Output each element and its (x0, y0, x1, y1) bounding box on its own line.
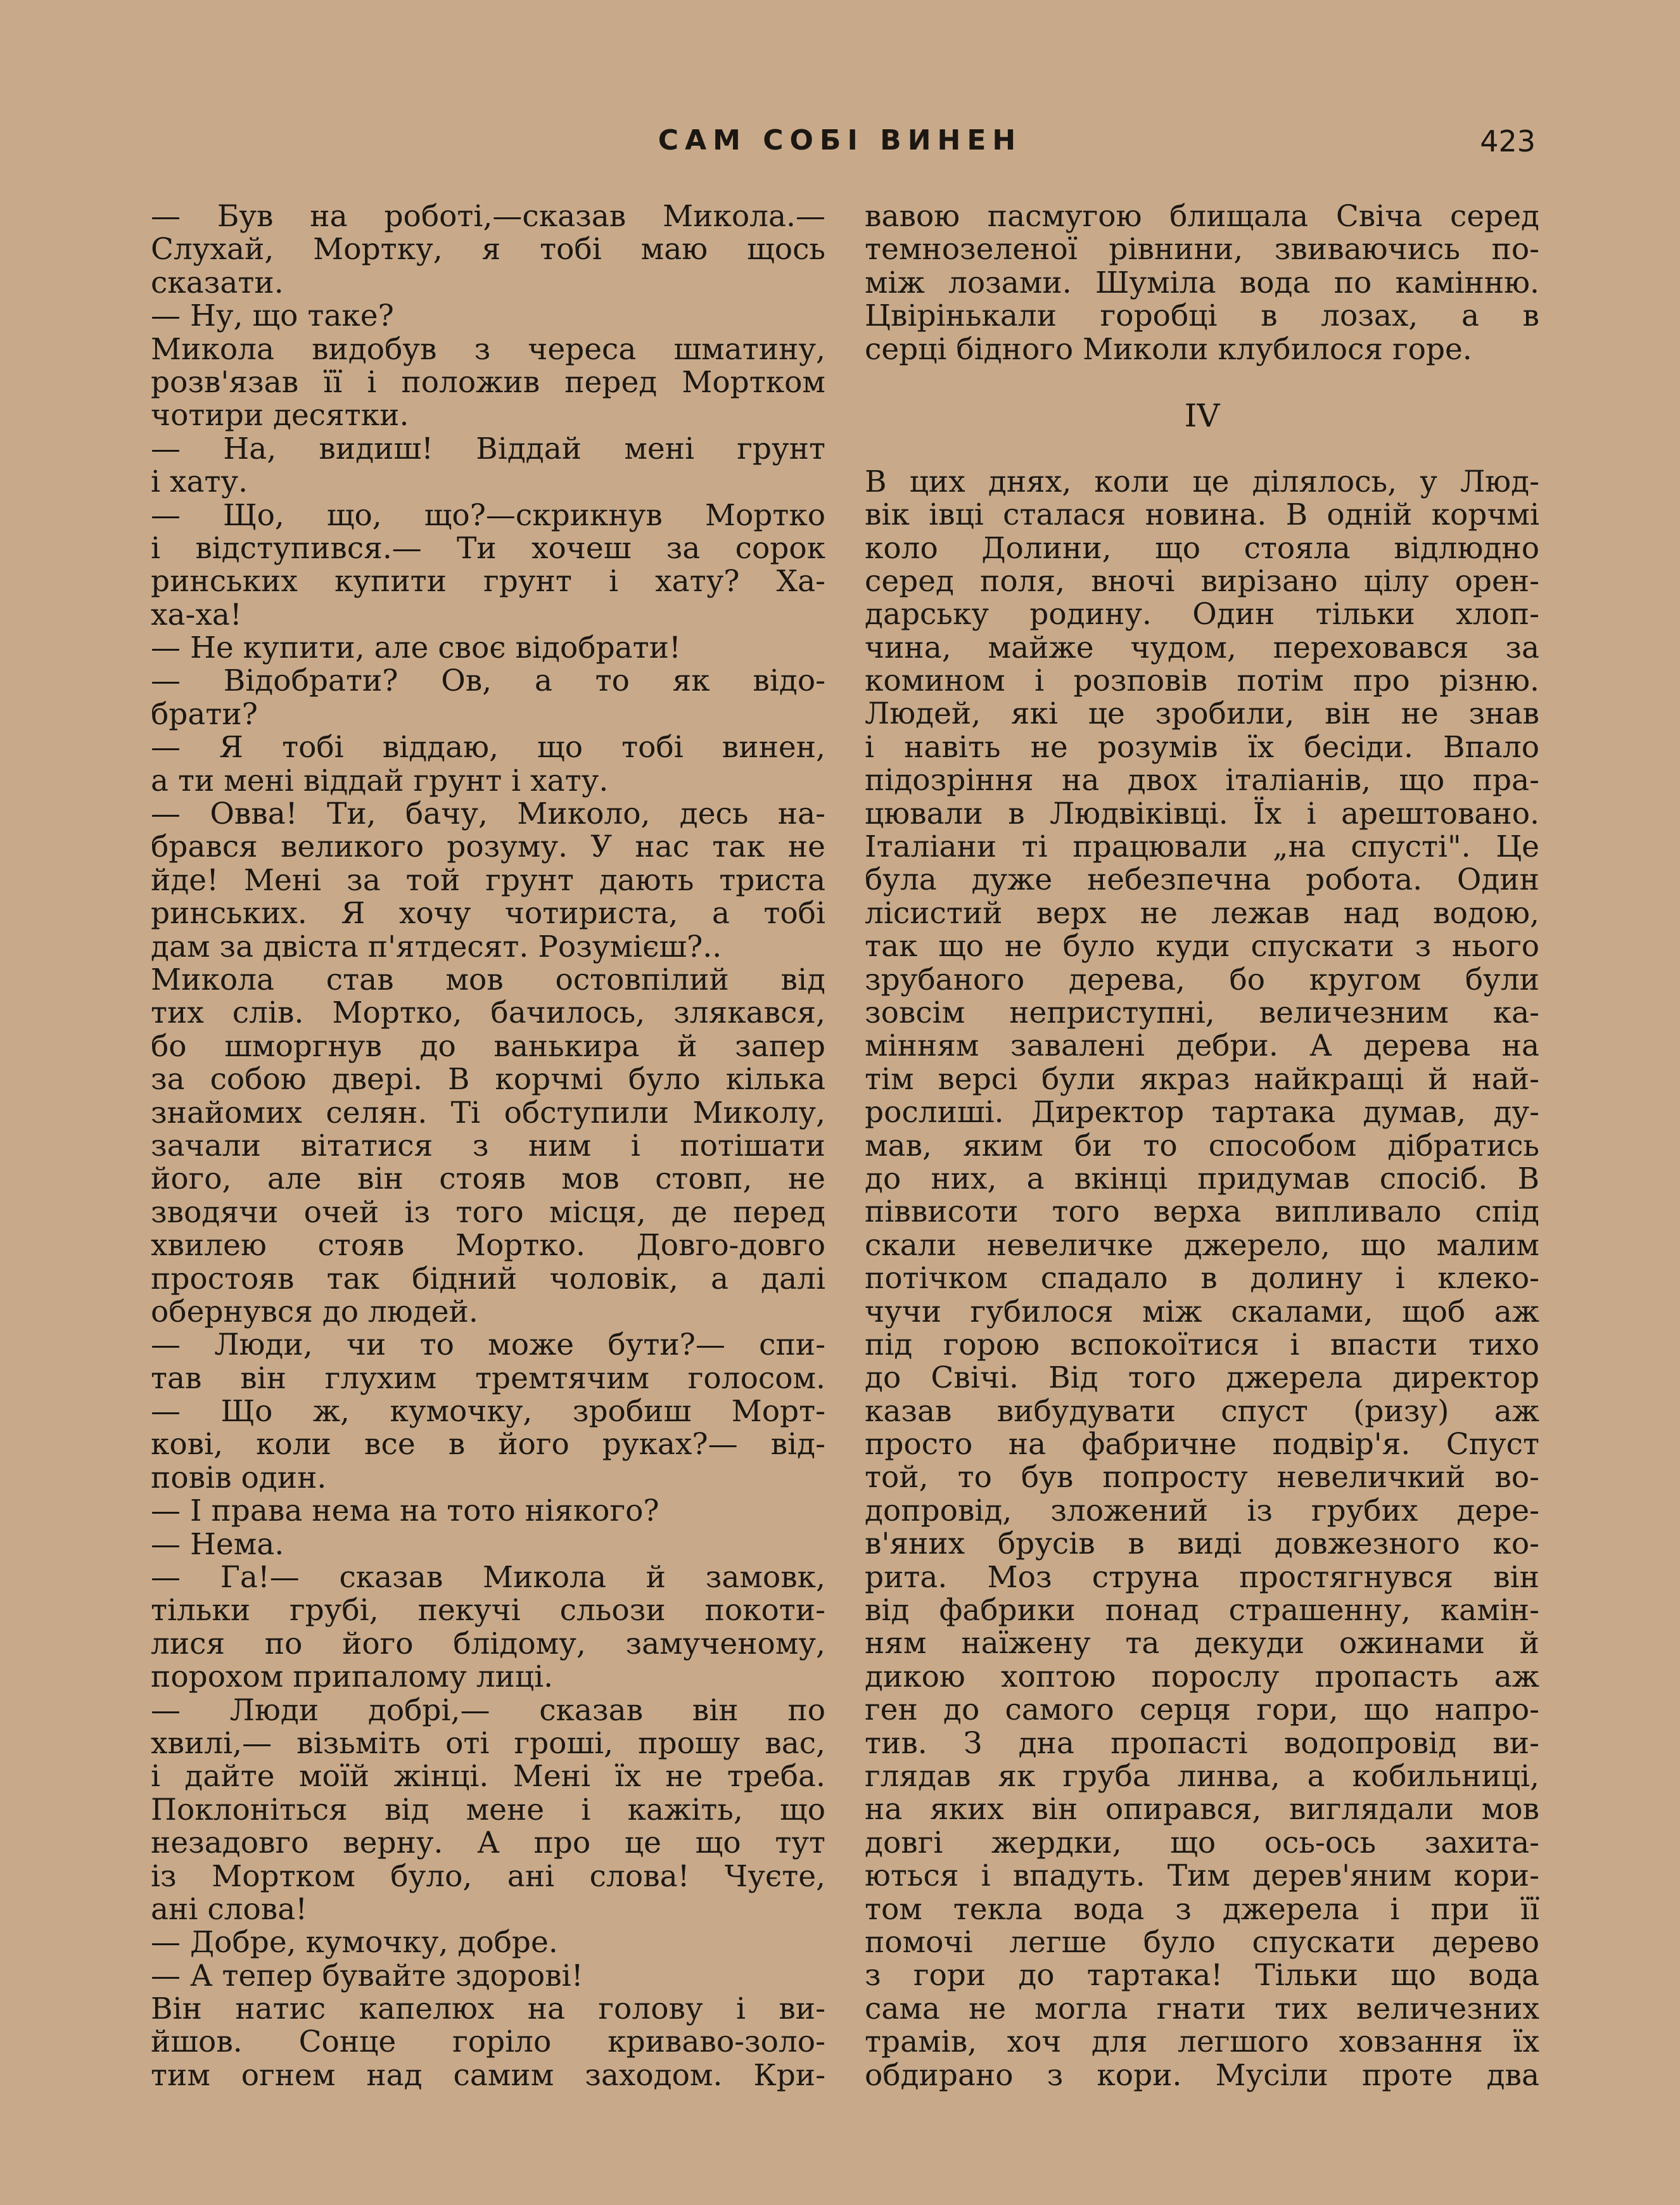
text-line: — Ну, що таке? (151, 298, 394, 334)
text-line: лися по його блідому, замученому, (151, 1626, 825, 1661)
text-line: ген до самого серця гори, що напро- (865, 1692, 1539, 1728)
text-line: Микола став мов остовпілий від (151, 962, 825, 997)
text-line: той, то був попросту невеличкий во- (865, 1460, 1539, 1495)
text-line: — Нема. (151, 1526, 284, 1562)
text-line: тив. З дна пропасті водопровід ви- (865, 1725, 1539, 1761)
text-line: зовсім неприступні, величезним ка- (865, 995, 1539, 1030)
text-line: Слухай, Мортку, я тобі маю щось (151, 232, 825, 267)
text-line: бо шморгнув до ванькира й запер (151, 1028, 825, 1064)
text-line: незадовго верну. А про це що тут (151, 1825, 825, 1861)
text-line: В цих днях, коли це ділялось, у Люд- (865, 464, 1539, 499)
text-line: дам за двіста п'ятдесят. Розумієш?.. (151, 929, 722, 964)
text-line: — І права нема на тото ніякого? (151, 1493, 659, 1529)
text-line: на яких він опирався, виглядали мов (865, 1792, 1539, 1827)
text-line: Італіани ті працювали „на спусті". Це (865, 829, 1539, 865)
text-line: — Добре, кумочку, добре. (151, 1925, 558, 1960)
text-line: допровід, зложений із грубих дере- (865, 1493, 1539, 1528)
text-line: дарську родину. Один тільки хлоп- (865, 597, 1539, 632)
page-number: 423 (1480, 124, 1536, 158)
text-line: вавою пасмугою блищала Свіча серед (865, 199, 1539, 234)
text-line: простояв так бідний чоловік, а далі (151, 1261, 825, 1296)
text-line: і відступився.— Ти хочеш за сорок (151, 530, 825, 566)
text-line: за собою двері. В корчмі було кілька (151, 1062, 825, 1097)
text-line: глядав як груба линва, а кобильниці, (865, 1758, 1539, 1794)
text-line: тим огнем над самим заходом. Кри- (151, 2057, 825, 2093)
text-line: і хату. (151, 464, 248, 500)
text-line: йшов. Сонце горіло криваво-золо- (151, 2024, 825, 2060)
text-line: серці бідного Миколи клубилося горе. (865, 331, 1472, 367)
text-line: просто на фабричне подвір'я. Спуст (865, 1427, 1539, 1462)
text-line: під горою вспокоїтися і впасти тихо (865, 1327, 1539, 1362)
text-line: між лозами. Шуміла вода по камінню. (865, 265, 1539, 300)
text-line: хвилею стояв Мортко. Довго-довго (151, 1228, 825, 1263)
text-line: сказати. (151, 265, 284, 300)
text-line: Поклоніться від мене і кажіть, що (151, 1792, 825, 1827)
text-line: підозріння на двох італіанів, що пра- (865, 763, 1539, 798)
text-line: зводячи очей із того місця, де перед (151, 1194, 825, 1230)
text-line: рослиші. Директор тартака думав, ду- (865, 1095, 1539, 1130)
text-line: коло Долини, що стояла відлюдно (865, 530, 1539, 566)
text-line: мінням завалені дебри. А дерева на (865, 1028, 1539, 1064)
text-line: темнозеленої рівнини, звиваючись по- (865, 232, 1539, 267)
text-line: ринських. Я хочу чотириста, а тобі (151, 896, 825, 931)
text-line: брати? (151, 696, 258, 732)
text-line: тав він глухим тремтячим голосом. (151, 1360, 825, 1396)
text-line: потічком спадало в долину і клеко- (865, 1261, 1539, 1296)
text-line: Людей, які це зробили, він не знав (865, 696, 1539, 732)
text-line: комином і розповів потім про різню. (865, 663, 1539, 699)
text-line: із Мортком було, ані слова! Чуєте, (151, 1858, 825, 1894)
text-line: тих слів. Мортко, бачилось, злякався, (151, 995, 825, 1031)
text-line: чотири десятки. (151, 398, 409, 433)
text-line: — Люди добрі,— сказав він по (151, 1692, 825, 1728)
text-line: серед поля, вночі вирізано цілу орен- (865, 563, 1539, 599)
text-line: мав, яким би то способом дібратись (865, 1128, 1539, 1163)
text-line: довгі жердки, що ось-ось захита- (865, 1825, 1539, 1860)
text-line: була дуже небезпечна робота. Один (865, 862, 1539, 898)
section-heading: IV (1184, 397, 1220, 434)
text-line: — Що, що, що?—скрикнув Мортко (151, 497, 825, 533)
text-line: і дайте моїй жінці. Мені їх не треба. (151, 1759, 825, 1794)
text-line: ані слова! (151, 1891, 308, 1927)
text-line: чина, майже чудом, переховався за (865, 630, 1539, 665)
text-line: — Був на роботі,—сказав Микола.— (151, 199, 825, 234)
text-line: повів один. (151, 1460, 327, 1495)
text-line: тім версі були якраз найкращі й най- (865, 1061, 1539, 1097)
text-line: розв'язав її і положив перед Мортком (151, 364, 825, 400)
text-line: помочі легше було спускати дерево (865, 1924, 1539, 1960)
text-line: ються і впадуть. Тим дерев'яним кори- (865, 1858, 1539, 1894)
text-line: порохом припалому лиці. (151, 1659, 554, 1695)
text-line: — Що ж, кумочку, зробиш Морт- (151, 1394, 825, 1429)
text-line: зачали вітатися з ним і потішати (151, 1128, 825, 1163)
text-line: до них, а вкінці придумав спосіб. В (865, 1161, 1539, 1196)
running-title: САМ СОБІ ВИНЕН (658, 124, 1022, 157)
text-line: і навіть не розумів їх бесіди. Впало (865, 729, 1539, 765)
text-line: вік івці сталася новина. В одній корчмі (865, 497, 1539, 533)
text-line: а ти мені віддай грунт і хату. (151, 763, 609, 798)
text-line: ням наїжену та декуди ожинами й (865, 1626, 1539, 1661)
text-line: цювали в Людвіківці. Їх і арештовано. (865, 796, 1539, 831)
text-line: обдирано з кори. Мусіли проте два (865, 2057, 1539, 2093)
text-line: так що не було куди спускати з нього (865, 929, 1539, 964)
text-line: трамів, хоч для легшого ховзання їх (865, 2024, 1539, 2060)
text-line: знайомих селян. Ті обступили Миколу, (151, 1095, 825, 1130)
text-line: — На, видиш! Віддай мені грунт (151, 431, 825, 466)
right-column-top-text (865, 200, 1539, 366)
text-line: лісистий верх не лежав над водою, (865, 895, 1539, 931)
text-line: до Свічі. Від того джерела директор (865, 1360, 1539, 1396)
text-line: — Не купити, але своє відобрати! (151, 630, 681, 666)
text-line: том текла вода з джерела і при її (865, 1891, 1539, 1927)
text-line: ринських купити грунт і хату? Ха- (151, 564, 825, 599)
text-line: його, але він стояв мов стовп, не (151, 1161, 825, 1197)
right-column (865, 200, 1539, 2092)
text-line: брався великого розуму. У нас так не (151, 829, 825, 865)
text-line: — А тепер бувайте здорові! (151, 1958, 583, 1993)
text-line: — Га!— сказав Микола й замовк, (151, 1560, 825, 1595)
text-line: — Люди, чи то може бути?— спи- (151, 1327, 825, 1363)
text-line: Цвірінькали горобці в лозах, а в (865, 298, 1539, 334)
text-line: від фабрики понад страшенну, камін- (865, 1593, 1539, 1628)
text-line: — Відобрати? Ов, а то як відо- (151, 663, 825, 699)
left-column (151, 200, 825, 2092)
text-line: з гори до тартака! Тільки що вода (865, 1958, 1539, 1993)
text-line: казав вибудувати спуст (ризу) аж (865, 1393, 1539, 1429)
text-line: — Я тобі віддаю, що тобі винен, (151, 730, 825, 765)
text-line: — Овва! Ти, бачу, Миколо, десь на- (151, 796, 825, 832)
text-line: сама не могла гнати тих величезних (865, 1991, 1539, 2026)
text-line: Він натис капелюх на голову і ви- (151, 1991, 825, 2027)
text-line: чучи губилося між скалами, щоб аж (865, 1294, 1539, 1329)
text-line: обернувся до людей. (151, 1294, 478, 1329)
text-line: кові, коли все в його руках?— від- (151, 1427, 825, 1462)
text-line: йде! Мені за той грунт дають триста (151, 862, 825, 898)
text-line: в'яних брусів в виді довжезного ко- (865, 1526, 1539, 1562)
text-line: дикою хоптою порослу пропасть аж (865, 1659, 1539, 1694)
right-column-bottom-text (865, 466, 1539, 2092)
text-line: скали невеличке джерело, що малим (865, 1227, 1539, 1263)
text-line: зрубаного дерева, бо кругом були (865, 962, 1539, 997)
text-line: тільки грубі, пекучі сльози покоти- (151, 1593, 825, 1628)
text-line: хвилі,— візьміть оті гроші, прошу вас, (151, 1725, 825, 1761)
text-line: піввисоти того верха випливало спід (865, 1194, 1539, 1230)
text-line: Микола видобув з череса шматину, (151, 331, 825, 367)
text-line: рита. Моз струна простягнувся він (865, 1559, 1539, 1595)
text-line: ха-ха! (151, 597, 242, 632)
